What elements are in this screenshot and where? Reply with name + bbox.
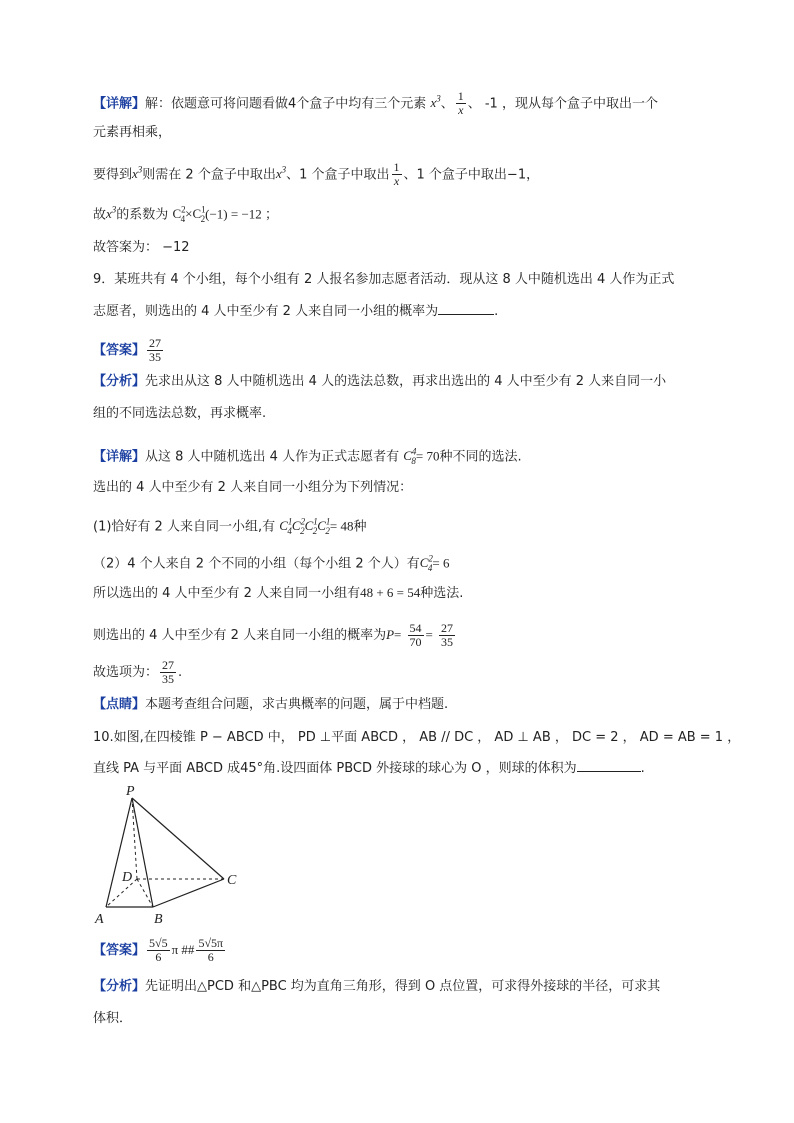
p10-question-line1: 10.如图,在四棱锥 P − ABCD 中， PD ⊥平面 ABCD ， AB // DC ， AD ⊥ AB ， DC = 2 ， AD = AB = 1 ，	[93, 730, 741, 745]
detail-tag: 【详解】	[93, 449, 146, 465]
answer-blank	[577, 759, 641, 772]
p9-question-line1: 9．某班共有 4 个小组，每个小组有 2 人报名参加志愿者活动．现从这 8 人中随机选出 4 人作为正式	[93, 272, 675, 287]
p9-detail-line6: 则选出的 4 人中至少有 2 人来自同一小组的概率为P= $\frac{54}{70}$ = $\frac{27}{35}$	[93, 621, 453, 649]
p9-detail-line2: 选出的 4 人中至少有 2 人来自同一小组分为下列情况：	[93, 480, 413, 495]
pyramid-diagram	[93, 783, 253, 928]
p9-detail-line7: 故选项为： $\frac{27}{35}$ .	[93, 658, 183, 686]
p10-analysis-line2: 体积．	[93, 1011, 133, 1026]
detail-tag: 【详解】	[93, 96, 146, 112]
comment-tag: 【点睛】	[93, 697, 146, 712]
fraction: $\frac{1}{x}$	[457, 89, 464, 118]
p9-answer: 【答案】 $\frac{27}{35}$	[93, 336, 162, 364]
p10-analysis-line1: 【分析】先证明出△PCD 和△PBC 均为直角三角形，得到 O 点位置，可求得外接球的半径，可求其	[93, 979, 661, 994]
p10-answer: 【答案】 $\frac{5√5}{6}$ π ## $\frac{5√5\pi}{6}$	[93, 936, 224, 964]
p9-question-line2: 志愿者，则选出的 4 人中至少有 2 人来自同一小组的概率为 .	[93, 304, 499, 319]
answer-tag: 【答案】	[93, 343, 146, 358]
p9-analysis-line1: 【分析】先求出从这 8 人中随机选出 4 人的选法总数，再求出选出的 4 人中至少有 2 人来自同一小	[93, 374, 667, 389]
p9-detail-line3: (1)恰好有 2 人来自同一小组,有 $C^1_4C^2_2C^1_2C^1_2= 48$种	[93, 517, 367, 536]
label-A: A	[95, 912, 104, 927]
label-C: C	[227, 873, 237, 888]
p8-answer-line: 故答案为： −12	[93, 240, 190, 255]
p9-detail-line5: 所以选出的 4 人中至少有 2 人来自同一小组有48 + 6 = 54种选法.	[93, 585, 464, 601]
fraction: $\frac{1}{x}$	[393, 160, 400, 189]
p9-comment: 【点睛】本题考查组合问题，求古典概率的问题，属于中档题.	[93, 697, 449, 712]
analysis-tag: 【分析】	[93, 374, 146, 389]
label-B: B	[154, 912, 163, 927]
p8-detail-line1: 【详解】解：依题意可将问题看做4个盒子中均有三个元素 $x^3$、 $\frac{1}{x}$ 、 -1 ，现从每个盒子中取出一个	[93, 89, 658, 118]
p8-detail-line3: 要得到$x^3$则需在 2 个盒子中取出$x^3$、1 个盒子中取出 $\frac{1}{x}$ 、1 个盒子中取出−1，	[93, 160, 540, 189]
answer-blank	[438, 302, 494, 315]
analysis-tag: 【分析】	[93, 979, 146, 994]
p8-detail-line2: 元素再相乘，	[93, 125, 172, 140]
p9-detail-line1: 【详解】从这 8 人中随机选出 4 人作为正式志愿者有 $C^4_8= 70$种不同的选法.	[93, 447, 522, 466]
label-D: D	[122, 870, 133, 885]
p8-detail-line4: 故$x^3$的系数为 $C^2_4\times C^1_2(-1) = -12$ ；	[93, 205, 279, 224]
p9-detail-line4: （2）4 个人来自 2 个不同的小组（每个小组 2 个人）有$C^2_4= 6$	[93, 554, 450, 573]
edge-PA	[106, 798, 132, 907]
label-P: P	[126, 784, 135, 799]
p9-analysis-line2: 组的不同选法总数，再求概率.	[93, 406, 267, 421]
edge-BC	[153, 879, 224, 907]
p10-question-line2: 直线 PA 与平面 ABCD 成45°角.设四面体 PBCD 外接球的球心为 O ，则球的体积为 .	[93, 761, 645, 776]
answer-tag: 【答案】	[93, 943, 146, 958]
